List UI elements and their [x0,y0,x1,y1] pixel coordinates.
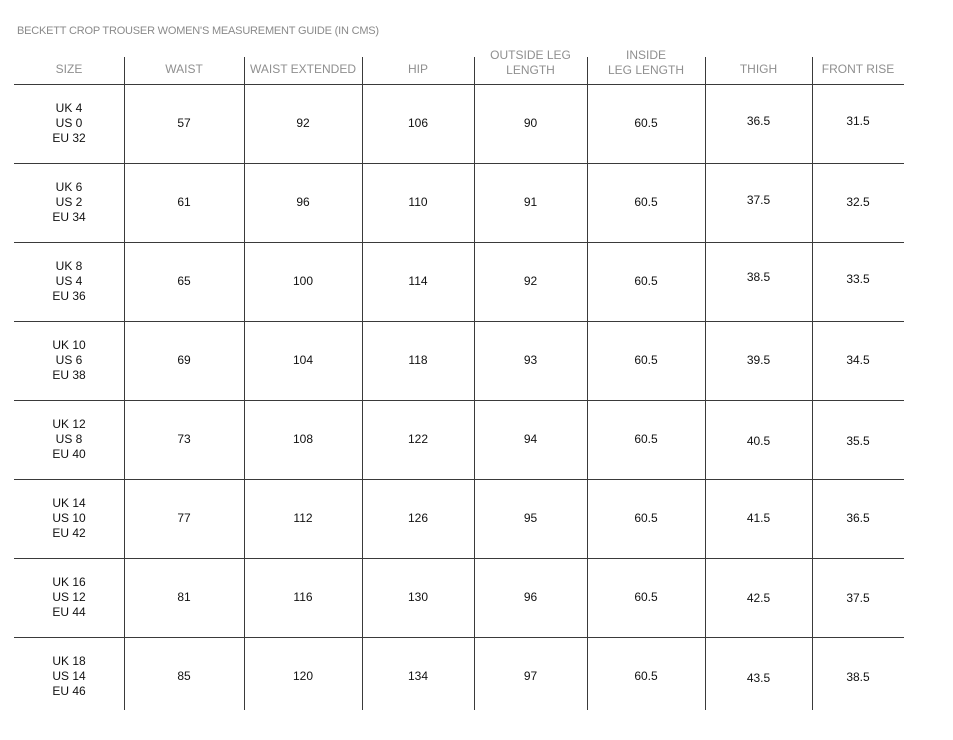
waist-cell: 85 [177,669,191,683]
hip-cell: 134 [407,669,429,683]
size-label: EU 44 [52,605,86,619]
thigh-cell: 40.5 [746,434,771,448]
size-label: UK 12 [52,417,86,431]
size-label: EU 34 [52,210,86,224]
size-label: US 6 [55,353,83,367]
page-title: BECKETT CROP TROUSER WOMEN'S MEASUREMENT GUIDE (IN CMS) [17,25,379,37]
hip-cell: 126 [407,511,429,525]
column-header-line: LENGTH [506,63,555,77]
size-label: EU 38 [52,368,86,382]
column-header-outside-leg [474,48,587,78]
size-cell [14,180,124,225]
waist-extended-cell: 116 [293,590,313,604]
waist-cell: 77 [177,511,191,525]
waist-cell: 73 [177,432,191,446]
outside-leg-cell: 95 [523,511,538,525]
size-label: US 14 [52,669,86,683]
size-label: US 12 [52,590,86,604]
size-label: UK 4 [55,101,83,115]
thigh-cell: 43.5 [746,671,771,685]
waist-cell: 65 [177,274,191,288]
hip-cell: 122 [407,432,429,446]
column-header-line: LEG LENGTH [607,63,685,77]
size-guide-table [14,40,904,710]
hip-cell: 106 [407,116,429,130]
size-cell [14,417,124,462]
size-label: US 8 [55,432,83,446]
column-rule [587,57,588,710]
size-label: EU 32 [52,131,86,145]
outside-leg-cell: 93 [523,353,538,367]
waist-extended-cell: 112 [293,511,313,525]
front-rise-cell: 33.5 [846,272,870,286]
column-header-line: THIGH [739,62,778,76]
thigh-cell: 38.5 [746,270,771,284]
thigh-cell: 36.5 [746,114,771,128]
outside-leg-cell: 94 [523,432,538,446]
inside-leg-cell: 60.5 [634,669,658,683]
row-rule [14,242,904,243]
thigh-cell: 42.5 [746,591,771,605]
column-header-line: WAIST [165,62,203,76]
thigh-cell: 39.5 [746,353,771,367]
waist-cell: 69 [177,353,191,367]
column-header-line: INSIDE [625,48,666,62]
column-rule [812,57,813,710]
column-rule [362,57,363,710]
column-header-line: OUTSIDE LEG [490,48,571,62]
size-label: UK 8 [55,259,83,273]
outside-leg-cell: 96 [523,590,538,604]
size-label: UK 16 [52,575,86,589]
size-label: EU 42 [52,526,86,540]
outside-leg-cell: 91 [523,195,538,209]
column-header-waist-extended [244,62,362,77]
size-cell [14,496,124,541]
size-label: EU 40 [52,447,86,461]
size-label: US 4 [55,274,83,288]
waist-cell: 61 [177,195,191,209]
column-rule [705,57,706,710]
waist-extended-cell: 96 [296,195,310,209]
row-rule [14,637,904,638]
waist-cell: 81 [177,590,191,604]
front-rise-cell: 38.5 [846,670,870,684]
column-header-line: SIZE [55,62,83,76]
size-label: US 0 [55,116,83,130]
column-header-line: FRONT RISE [821,62,895,76]
waist-extended-cell: 120 [292,669,314,683]
column-rule [244,57,245,710]
column-header-hip [362,62,474,77]
row-rule [14,479,904,480]
waist-extended-cell: 92 [296,116,310,130]
size-cell [14,338,124,383]
size-label: UK 14 [52,496,86,510]
front-rise-cell: 34.5 [846,353,870,367]
column-header-waist [124,62,244,77]
column-header-thigh [705,62,812,77]
size-cell [14,575,124,620]
row-rule [14,400,904,401]
size-cell [14,101,124,146]
header-rule [14,84,904,85]
hip-cell: 110 [408,195,428,209]
column-header-inside-leg [587,48,705,78]
front-rise-cell: 31.5 [846,114,870,128]
waist-extended-cell: 104 [292,353,314,367]
column-header-line: WAIST EXTENDED [249,62,356,76]
row-rule [14,321,904,322]
inside-leg-cell: 60.5 [634,432,658,446]
front-rise-cell: 37.5 [846,591,870,605]
size-label: EU 46 [52,684,86,698]
inside-leg-cell: 60.5 [634,116,658,130]
size-label: UK 6 [55,180,83,194]
column-header-size [14,62,124,77]
size-cell [14,654,124,699]
waist-cell: 57 [177,116,191,130]
inside-leg-cell: 60.5 [634,353,658,367]
inside-leg-cell: 60.5 [634,195,658,209]
inside-leg-cell: 60.5 [634,511,658,525]
front-rise-cell: 35.5 [846,434,870,448]
outside-leg-cell: 90 [523,116,538,130]
size-label: UK 18 [52,654,86,668]
waist-extended-cell: 108 [292,432,314,446]
thigh-cell: 41.5 [746,511,771,525]
column-header-line: HIP [407,62,428,76]
hip-cell: 118 [408,353,428,367]
outside-leg-cell: 97 [523,669,538,683]
column-header-front-rise [812,62,904,77]
size-label: US 10 [52,511,86,525]
size-cell [14,259,124,304]
inside-leg-cell: 60.5 [634,274,658,288]
hip-cell: 130 [407,590,429,604]
row-rule [14,558,904,559]
thigh-cell: 37.5 [746,193,771,207]
front-rise-cell: 32.5 [846,195,870,209]
size-label: EU 36 [52,289,86,303]
hip-cell: 114 [408,274,428,288]
outside-leg-cell: 92 [523,274,538,288]
waist-extended-cell: 100 [292,274,314,288]
size-label: US 2 [55,195,83,209]
size-label: UK 10 [52,338,86,352]
column-rule [124,57,125,710]
column-rule [474,57,475,710]
front-rise-cell: 36.5 [846,511,870,525]
row-rule [14,163,904,164]
inside-leg-cell: 60.5 [634,590,658,604]
